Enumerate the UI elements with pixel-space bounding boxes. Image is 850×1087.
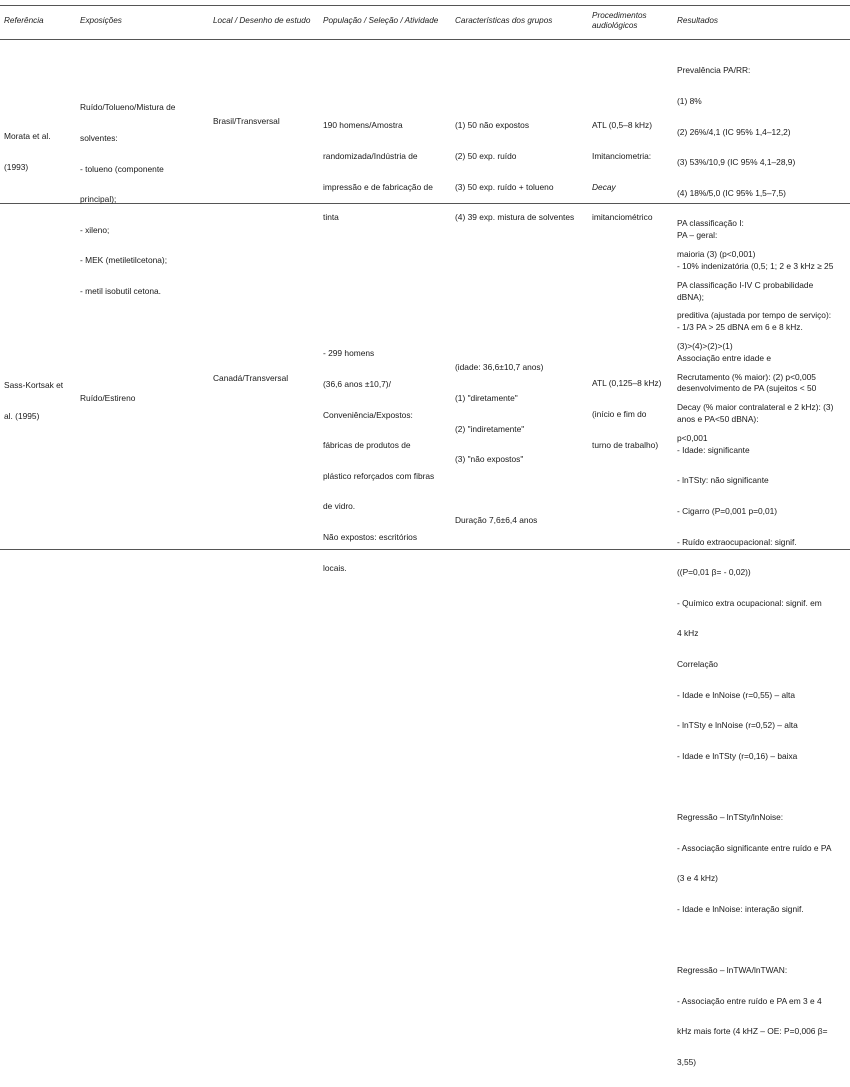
text-line: (1) 50 não expostos [455, 120, 530, 131]
text-line: - Ruído extraocupacional: signif. [677, 536, 797, 547]
text-line: (36,6 anos ±10,7)/ [323, 379, 391, 390]
text-line: - metil isobutil cetona. [80, 286, 161, 297]
cell-local: Brasil/Transversal [213, 116, 280, 126]
text-line: - Idade: significante [677, 444, 750, 455]
text-line: - 299 homens [323, 348, 375, 359]
text-line: - 1/3 PA > 25 dBNA em 6 e 8 kHz. [677, 322, 803, 333]
cell-procedimentos [592, 100, 653, 243]
text-line: turno de trabalho) [592, 439, 659, 450]
cell-procedimentos [592, 358, 661, 470]
text-line: Duração 7,6±6,4 anos [455, 515, 538, 526]
text-line: (3)>(4)>(2)>(1) [677, 340, 733, 351]
text-line: imitanciométrico [592, 212, 653, 223]
text-line: PA classificação I: [677, 218, 744, 229]
text-line: - Idade e lnNoise: interação signif. [677, 903, 804, 914]
text-line: - Cigarro (P=0,001 p=0,01) [677, 505, 778, 516]
text-line: p<0,001 [677, 432, 708, 443]
text-line: - Associação significante entre ruído e PA [677, 842, 832, 853]
cell-exposicoes [80, 82, 175, 317]
text-line: 3,55) [677, 1056, 697, 1067]
text-line: - tolueno (componente [80, 163, 164, 174]
text-line: PA classificação I-IV C probabilidade [677, 279, 814, 290]
text-line: (3) "não expostos" [455, 454, 524, 465]
cell-populacao [323, 100, 433, 243]
text-line: kHz mais forte (4 kHZ – OE: P=0,006 β= [677, 1026, 828, 1037]
text-line: tinta [323, 212, 339, 223]
text-line: fábricas de produtos de [323, 440, 411, 451]
text-line: - MEK (metiletilcetona); [80, 255, 168, 266]
text-line: (idade: 36,6±10,7 anos) [455, 362, 544, 373]
text-line: ((P=0,01 β= - 0,02)) [677, 567, 751, 578]
table-top-rule [0, 5, 850, 6]
text-line: 190 homens/Amostra [323, 120, 403, 131]
header-procedimentos-line: audiológicos [592, 20, 638, 30]
text-line: (2) "indiretamente" [455, 423, 525, 434]
text-line: - 10% indenizatória (0,5; 1; 2 e 3 kHz ≥ 25 [677, 261, 834, 272]
header-exposicoes: Exposições [80, 16, 122, 25]
text-line: Recrutamento (% maior): (2) p<0,005 [677, 371, 816, 382]
text-line: - Químico extra ocupacional: signif. em [677, 597, 822, 608]
text-line: - Idade e lnTSty (r=0,16) – baixa [677, 750, 798, 761]
cell-caracteristicas [455, 342, 543, 546]
text-line: (2) 26%/4,1 (IC 95% 1,4–12,2) [677, 126, 791, 137]
cell-caracteristicas [455, 100, 574, 243]
text-line: (1) 8% [677, 96, 702, 107]
text-line: Não expostos: escritórios [323, 532, 418, 543]
text-line: - lnTSty e lnNoise (r=0,52) – alta [677, 720, 798, 731]
text-line: Ruído/Tolueno/Mistura de [80, 102, 176, 113]
text-line: (início e fim do [592, 409, 647, 420]
cell-referencia [4, 111, 51, 193]
cell-resultados [677, 210, 833, 1087]
text-line: Regressão – lnTWA/lnTWAN: [677, 965, 788, 975]
text-line: - lnTSty: não significante [677, 475, 769, 486]
text-line: al. (1995) [4, 411, 40, 422]
header-local: Local / Desenho de estudo [213, 16, 311, 25]
text-line: - Idade e lnNoise (r=0,55) – alta [677, 689, 796, 700]
text-line: (3 e 4 kHz) [677, 873, 718, 884]
text-line: locais. [323, 562, 347, 573]
text-line: 4 kHz [677, 628, 699, 639]
text-line: desenvolvimento de PA (sujeitos < 50 [677, 383, 817, 394]
text-line: randomizada/Indústria de [323, 151, 418, 162]
text-line: anos e PA<50 dBNA): [677, 414, 759, 425]
text-line [455, 485, 543, 495]
text-line: Associação entre idade e [677, 352, 772, 363]
text-line: de vidro. [323, 501, 356, 512]
text-line: Decay [592, 181, 616, 192]
text-line: Decay (% maior contralateral e 2 kHz): (3) [677, 402, 834, 413]
text-line: Morata et al. [4, 131, 51, 142]
text-line: Correlação [677, 658, 718, 669]
text-line: - Associação entre ruído e PA em 3 e 4 [677, 995, 822, 1006]
text-line: (1993) [4, 162, 29, 173]
text-line: (3) 50 exp. ruído + tolueno [455, 181, 554, 192]
text-line: ATL (0,5–8 kHz) [592, 120, 653, 131]
text-line: Ruído/Estireno [80, 393, 136, 404]
header-caracteristicas: Características dos grupos [455, 16, 553, 25]
header-resultados: Resultados [677, 16, 718, 25]
header-referencia: Referência [4, 16, 44, 25]
text-line: Regressão – lnTSty/lnNoise: [677, 811, 784, 822]
text-line: principal); [80, 194, 117, 205]
text-line: preditiva (ajustada por tempo de serviço): [677, 310, 832, 321]
text-line: - xileno; [80, 224, 110, 235]
cell-referencia [4, 360, 63, 442]
text-line: maioria (3) (p<0,001) [677, 249, 756, 260]
text-line: Prevalência PA/RR: [677, 65, 751, 76]
text-line: PA – geral: [677, 230, 718, 241]
header-procedimentos [592, 11, 647, 30]
text-line: impressão e de fabricação de [323, 181, 433, 192]
header-populacao: População / Seleção / Atividade [323, 16, 439, 25]
text-line [677, 934, 833, 944]
header-procedimentos-line: Procedimentos [592, 11, 647, 20]
text-line: (4) 18%/5,0 (IC 95% 1,5–7,5) [677, 187, 786, 198]
text-line [677, 781, 833, 791]
text-line: Sass-Kortsak et [4, 380, 64, 391]
text-line: (3) 53%/10,9 (IC 95% 4,1–28,9) [677, 157, 796, 168]
text-line: solventes: [80, 133, 118, 144]
text-line: (2) 50 exp. ruído [455, 151, 517, 162]
text-line: Imitanciometria: [592, 151, 652, 162]
cell-exposicoes [80, 373, 135, 424]
text-line: ATL (0,125–8 kHz) [592, 378, 662, 389]
text-line: (1) "diretamente" [455, 393, 518, 404]
text-line: plástico reforçados com fibras [323, 470, 435, 481]
cell-populacao [323, 328, 434, 593]
cell-local: Canadá/Transversal [213, 373, 289, 383]
text-line: dBNA); [677, 291, 704, 302]
header-bottom-rule [0, 39, 850, 40]
text-line: (4) 39 exp. mistura de solventes [455, 212, 575, 223]
text-line: Conveniência/Expostos: [323, 409, 413, 420]
